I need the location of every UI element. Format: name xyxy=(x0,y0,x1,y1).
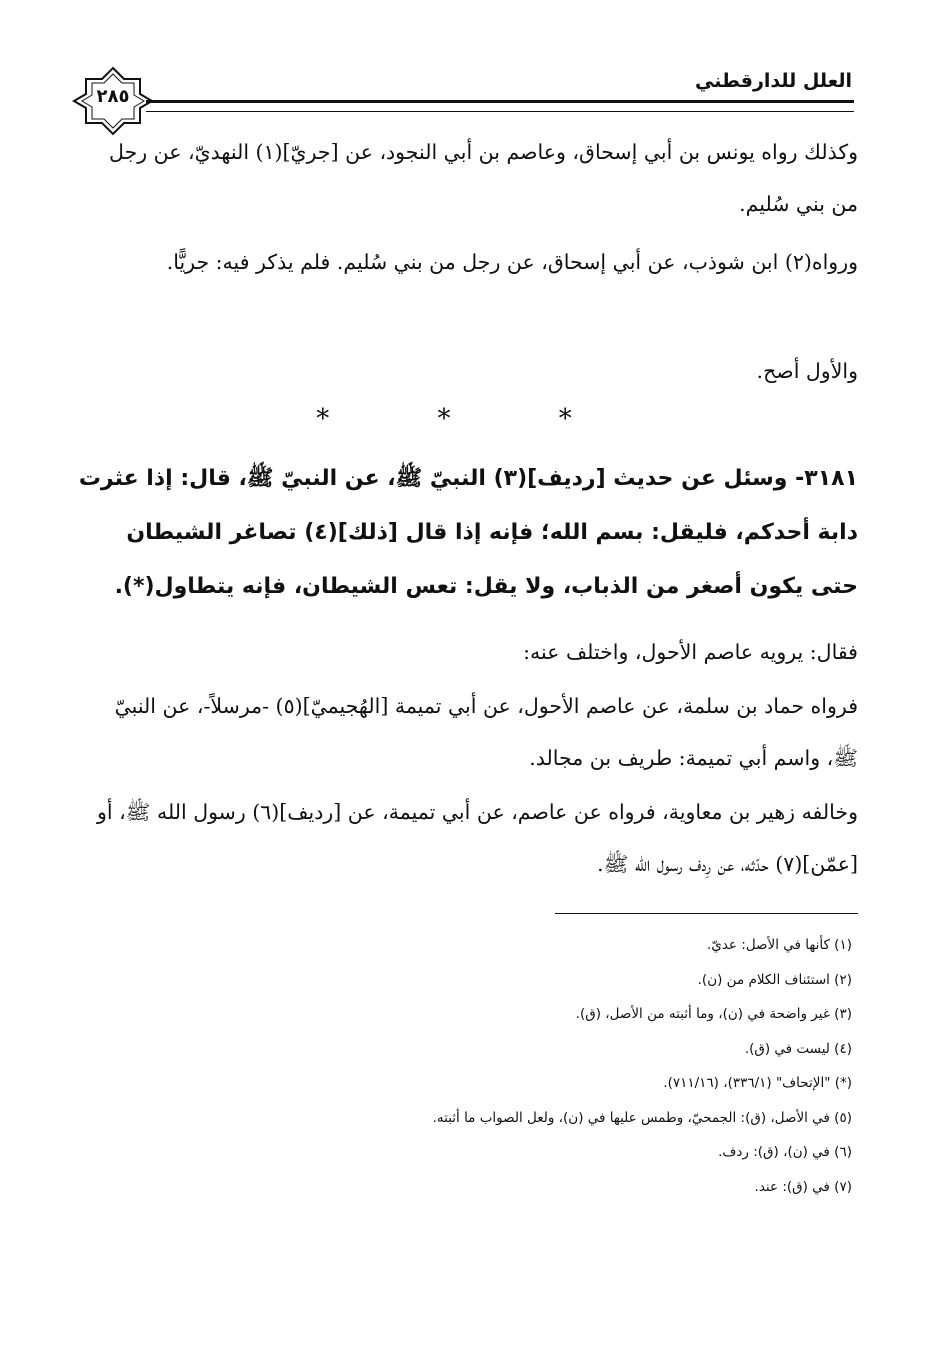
paragraph: وكذلك رواه يونس بن أبي إسحاق، وعاصم بن أبي النجود، عن [جريّ](١) النهديّ، عن رجل من بني سُليم. xyxy=(109,140,858,216)
paragraph: فرواه حماد بن سلمة، عن عاصم الأحول، عن أبي تميمة [الهُجيميّ](٥) -مرسلاً-، عن النبيّ ﷺ، واسم أبي تميمة: طريف بن مجالد. xyxy=(114,694,858,770)
footnote: (*) "الإتحاف" (٣٣٦/١)، (٧١١/١٦). xyxy=(663,1075,852,1091)
footnote: (١) كأنها في الأصل: عديّ. xyxy=(706,937,852,953)
footnote: (٤) ليست في (ق). xyxy=(744,1040,852,1057)
running-title: العلل للدارقطني xyxy=(695,70,852,92)
footnote: (٣) غير واضحة في (ن)، وما أثبته من الأصل، (ق). xyxy=(575,1006,852,1022)
footnote: (٥) في الأصل، (ق): الجمحيّ، وطمس عليها في (ن)، ولعل الصواب ما أثبته. xyxy=(432,1109,852,1126)
page-number: ٢٨٥ xyxy=(96,86,130,107)
footnote-divider xyxy=(555,913,858,914)
paragraph: فقال: يرويه عاصم الأحول، واختلف عنه: xyxy=(523,640,858,664)
paragraph: وخالفه زهير بن معاوية، فرواه عن عاصم، عن أبي تميمة، عن [رديف](٦) رسول الله ﷺ، أو [عمّن](٧) حدّثه، عن رِدف رسول الله ﷺ. xyxy=(96,800,858,876)
footnote: (٢) استئناف الكلام من (ن). xyxy=(697,971,852,988)
header-rule xyxy=(146,100,854,112)
footnote: (٦) في (ن)، (ق): ردف. xyxy=(718,1144,852,1160)
footnote: (٧) في (ق): عند. xyxy=(754,1178,852,1195)
question-heading: ٣١٨١- وسئل عن حديث [رديف](٣) النبيّ ﷺ، عن النبيّ ﷺ، قال: إذا عثرت دابة أحدكم، فليقل: بسم الله؛ فإنه إذا قال [ذلك](٤) تصاغر الشيطان حتى يكون أصغر من الذباب، ولا يقل: تعس الشيطان، فإنه يتطاول(*). xyxy=(78,466,858,599)
section-separator: * * * xyxy=(316,404,622,434)
footnotes-list xyxy=(152,928,852,1204)
paragraph: والأول أصح. xyxy=(756,359,858,383)
paragraph: ورواه(٢) ابن شوذب، عن أبي إسحاق، عن رجل من بني سُليم. فلم يذكر فيه: جريًّا. xyxy=(166,250,858,274)
